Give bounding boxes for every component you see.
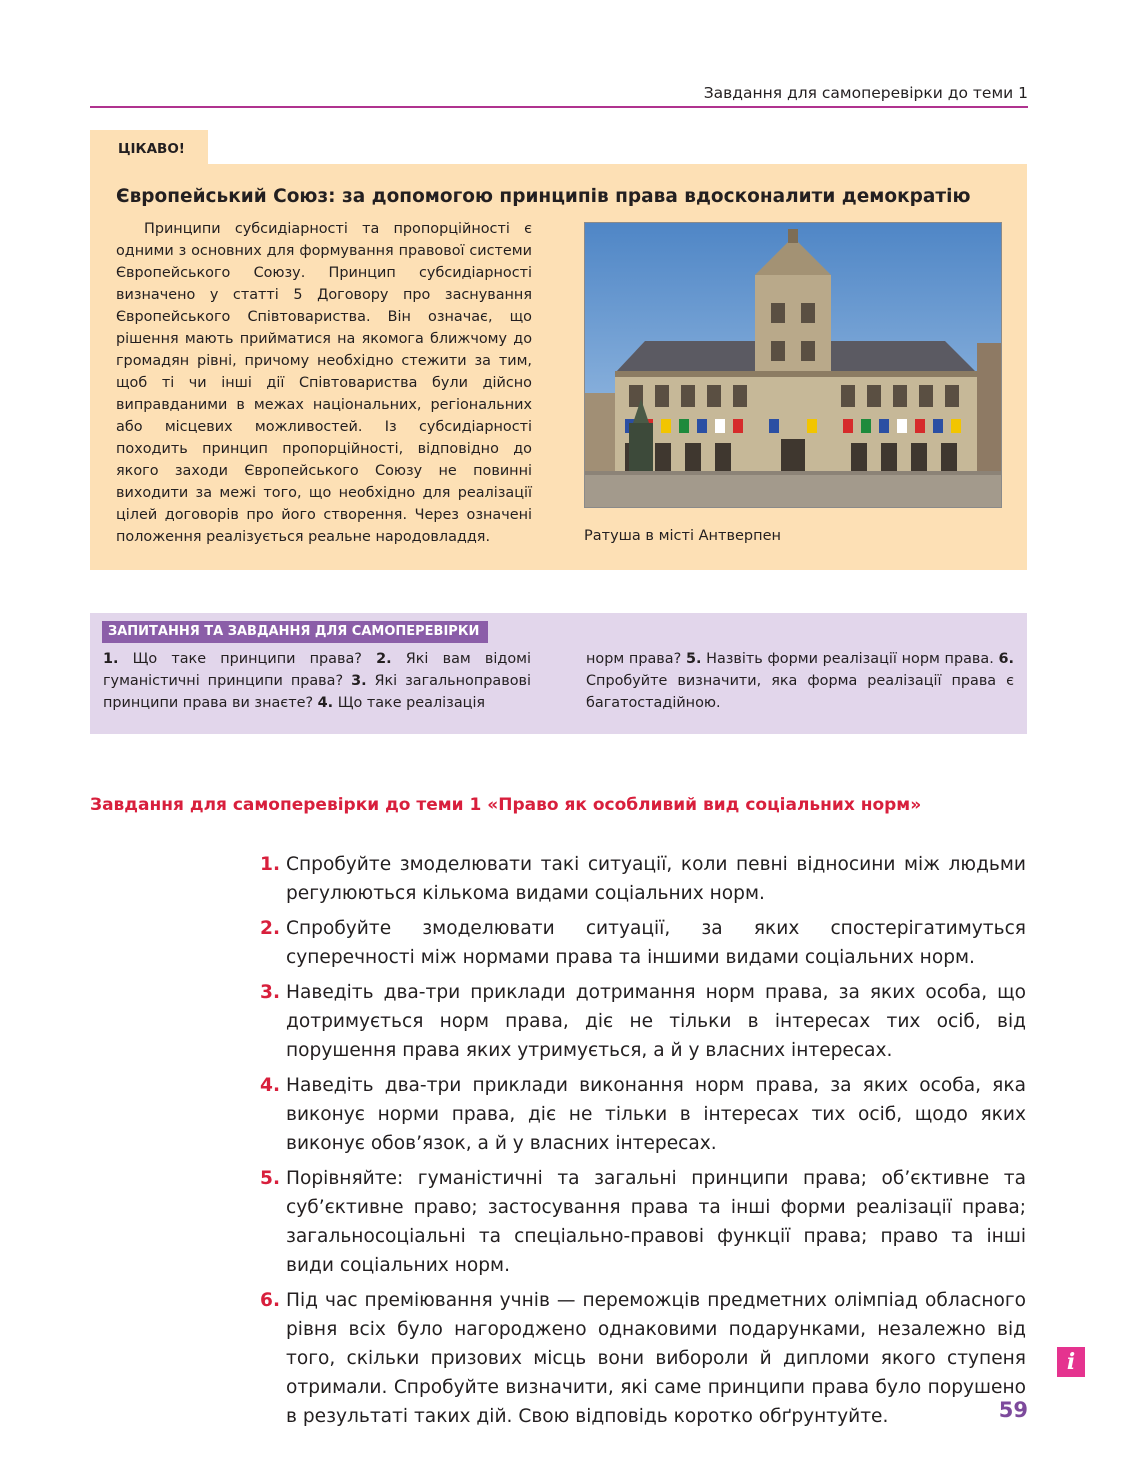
question-text: Спробуйте визначити, яка форма реалізації права є багатостадійною. bbox=[586, 673, 1014, 711]
question-text: Що таке реалізація bbox=[333, 695, 486, 711]
task-text: Спробуйте змоделювати такі ситуації, коли певні відносини між людьми регулюються кількома видами соціальних норм. bbox=[286, 854, 1026, 904]
questions-box bbox=[90, 613, 1027, 734]
page-number: 59 bbox=[998, 1398, 1028, 1422]
question-text: Які загальноправові принципи права ви знаєте? bbox=[103, 673, 531, 711]
task-number: 6. bbox=[260, 1290, 281, 1311]
list-item bbox=[256, 914, 1026, 972]
question-number: 5. bbox=[685, 651, 702, 667]
list-item bbox=[256, 1071, 1026, 1158]
interesting-tab bbox=[90, 130, 208, 164]
task-list bbox=[256, 850, 1026, 1437]
task-text: Під час преміювання учнів — переможців предметних олімпіад обласного рівня всіх було нагороджено однаковими подарунками, незалежно від того, скільки призових місць вони вибороли й дипломи якого ступеня отримали. Спробуйте визначити, які саме принципи права було порушено в результаті таких дій. Свою відповідь коротко обґрунтуйте. bbox=[286, 1290, 1026, 1427]
task-text: Порівняйте: гуманістичні та загальні принципи права; об’єктивне та суб’єктивне право; застосування права та інші форми реалізації права; загальносоціальні та спеціально-правові функції права; право та інші види соціальних норм. bbox=[286, 1168, 1026, 1276]
task-text: Наведіть два-три приклади дотримання норм права, за яких особа, що дотримується норм права, діє не тільки в інтересах тих осіб, від порушення права яких утримується, а й у власних інтересах. bbox=[286, 982, 1026, 1061]
question-number: 4. bbox=[317, 695, 334, 711]
question-number: 6. bbox=[998, 651, 1014, 667]
questions-column-left bbox=[103, 648, 531, 714]
task-number: 2. bbox=[260, 918, 281, 939]
header-rule bbox=[90, 106, 1028, 108]
info-icon: i bbox=[1057, 1347, 1085, 1377]
section-title: Завдання для самоперевірки до теми 1 «Право як особливий вид соціальних норм» bbox=[90, 795, 922, 815]
interesting-title: Європейський Союз: за допомогою принципів права вдосконалити демократію bbox=[116, 186, 971, 207]
list-item bbox=[256, 978, 1026, 1065]
question-number: 3. bbox=[351, 673, 367, 689]
question-number: 2. bbox=[376, 651, 392, 667]
list-item bbox=[256, 850, 1026, 908]
question-number: 1. bbox=[103, 651, 119, 667]
antwerp-city-hall-photo bbox=[584, 222, 1002, 508]
task-number: 1. bbox=[260, 854, 281, 875]
questions-label: ЗАПИТАННЯ ТА ЗАВДАННЯ ДЛЯ САМОПЕРЕВІРКИ bbox=[102, 621, 488, 643]
question-text: Назвіть форми реалізації норм права. bbox=[701, 651, 999, 667]
task-number: 3. bbox=[260, 982, 281, 1003]
interesting-tab-label: ЦІКАВО! bbox=[118, 141, 185, 157]
questions-column-right bbox=[586, 648, 1014, 714]
task-text: Спробуйте змоделювати ситуації, за яких спостерігатимуться суперечності між нормами права та іншими видами соціальних норм. bbox=[286, 918, 1026, 968]
task-number: 5. bbox=[260, 1168, 281, 1189]
photo-caption: Ратуша в місті Антверпен bbox=[584, 528, 781, 544]
task-number: 4. bbox=[260, 1075, 281, 1096]
interesting-box bbox=[90, 164, 1027, 570]
question-text: норм права? bbox=[586, 651, 686, 667]
question-text: Які вам відомі гуманістичні принципи права? bbox=[103, 651, 531, 689]
question-text: Що таке принципи права? bbox=[118, 651, 377, 667]
interesting-text: Принципи субсидіарності та пропорційності є одними з основних для формування правової системи Європейського Союзу. Принцип субсидіарності визначено у статті 5 Договору про заснування Європейського Співтовариства. Він означає, що рішення мають прийматися на якомога ближчому до громадян рівні, причому необхідно стежити за тим, щоб ті чи інші дії Співтовариства були дійсно виправданими в межах національних, регіональних або місцевих можливостей. Із субсидіарності походить принцип пропорційності, відповідно до якого заходи Європейського Союзу не повинні виходити за межі того, що необхідно для реалізації цілей договорів про його створення. Через означені положення реалізується реальне народовладдя. bbox=[116, 221, 532, 545]
task-text: Наведіть два-три приклади виконання норм права, за яких особа, яка виконує норми права, діє не тільки в інтересах тих осіб, щодо яких виконує обов’язок, а й у власних інтересах. bbox=[286, 1075, 1026, 1154]
running-title: Завдання для самоперевірки до теми 1 bbox=[703, 84, 1028, 102]
list-item bbox=[256, 1286, 1026, 1431]
list-item bbox=[256, 1164, 1026, 1280]
